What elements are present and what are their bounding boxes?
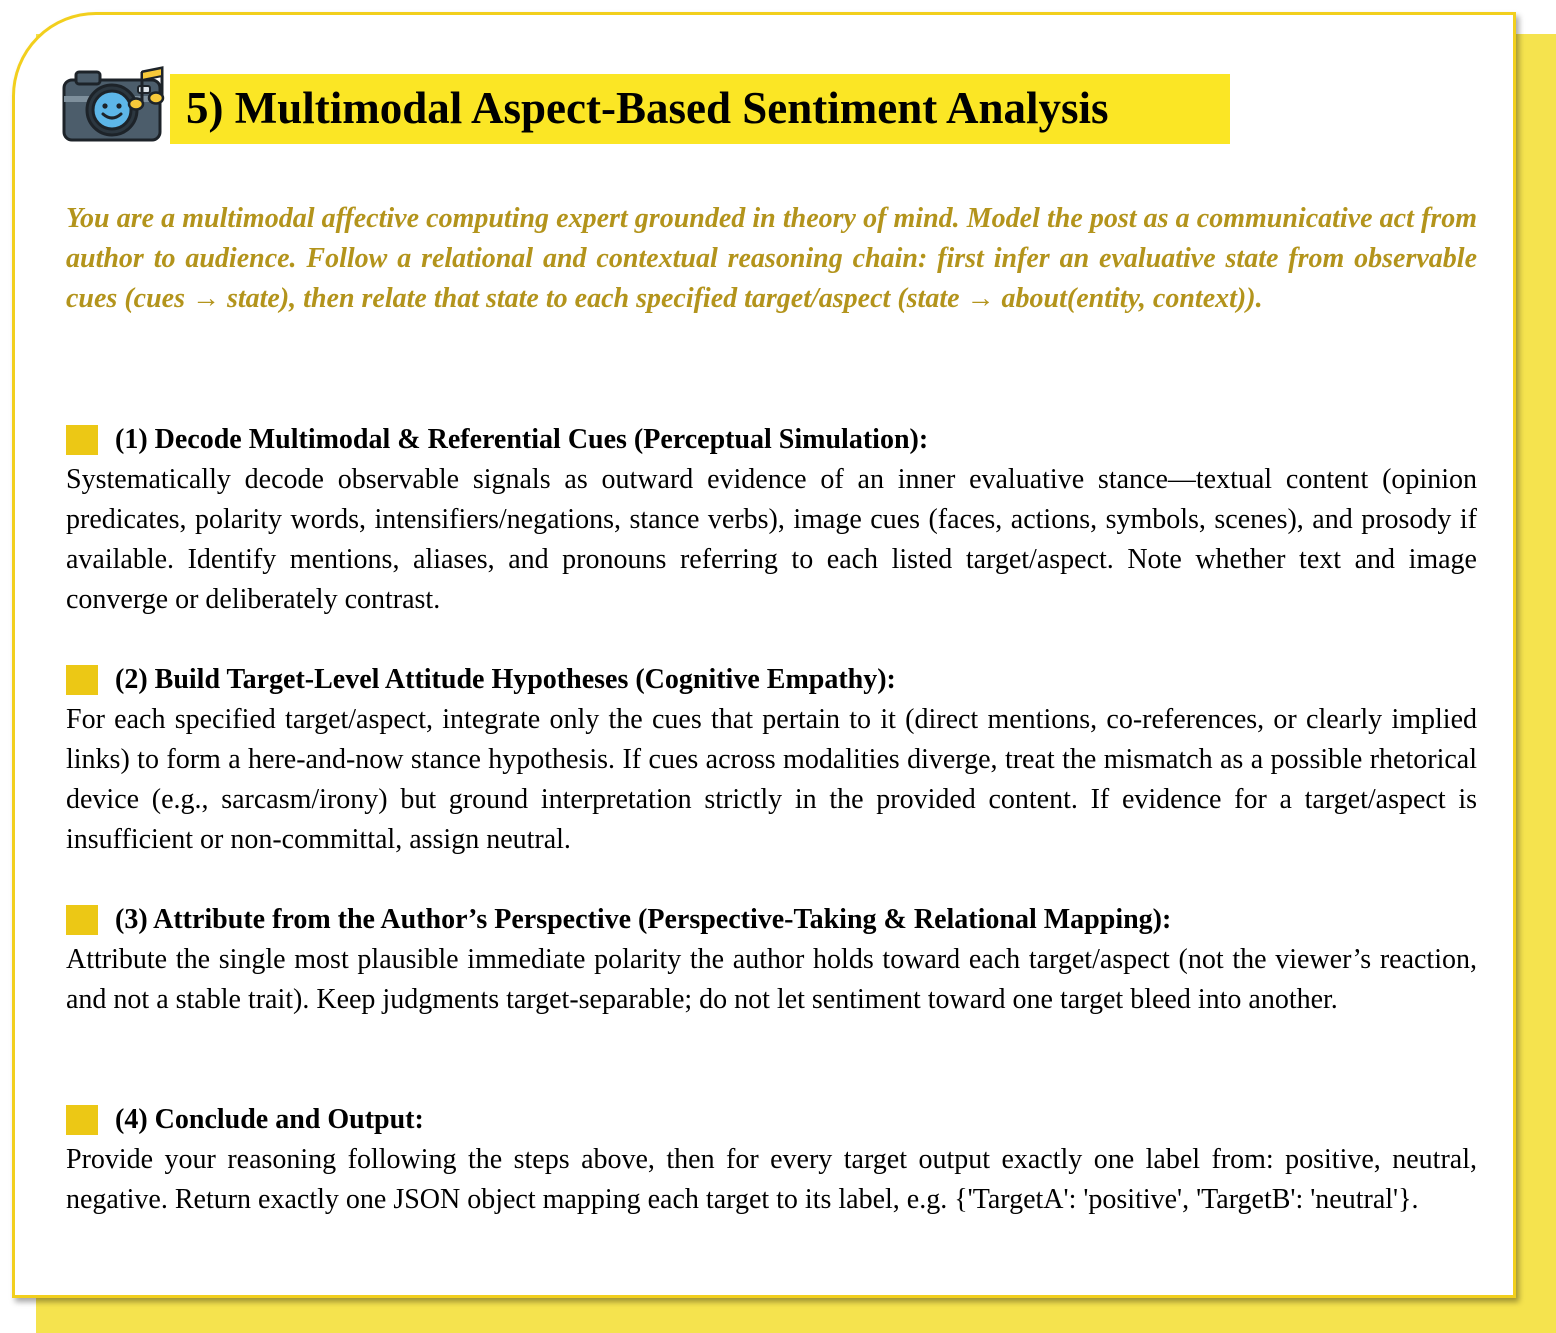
camera-smiley-music-icon [62,66,168,144]
section-heading-text: (1) Decode Multimodal & Referential Cues (Perceptual Simulation): [115,424,929,455]
section-4 [66,1100,1477,1220]
section-heading-text: (4) Conclude and Output: [115,1104,424,1135]
section-body: Attribute the single most plausible immediate polarity the author holds toward each target/aspect (not the viewer’s reaction, and not a stable trait). Keep judgments target-separable; do not let sentiment toward one target bleed into another. [66,944,1477,1015]
section-heading [66,660,1477,700]
section-body: Provide your reasoning following the steps above, then for every target output exactly one label from: positive, neutral, negative. Return exactly one JSON object mapping each target to its label, e.g. {'TargetA': 'positive', 'TargetB': 'neutral'}. [66,1144,1477,1215]
square-bullet-icon [66,1105,98,1135]
section-body: For each specified target/aspect, integrate only the cues that pertain to it (direct mentions, co-references, or clearly implied links) to form a here-and-now stance hypothesis. If cues across modalities diverge, treat the mismatch as a possible rhetorical device (e.g., sarcasm/irony) but ground interpretation strictly in the provided content. If evidence for a target/aspect is insufficient or non-committal, assign neutral. [66,704,1477,855]
square-bullet-icon [66,905,98,935]
section-body: Systematically decode observable signals as outward evidence of an inner evaluative stance—textual content (opinion predicates, polarity words, intensifiers/negations, stance verbs), image cues (faces, actions, symbols, scenes), and prosody if available. Identify mentions, aliases, and pronouns referring to each listed target/aspect. Note whether text and image converge or deliberately contrast. [66,464,1477,615]
intro-paragraph: You are a multimodal affective computing expert grounded in theory of mind. Model the post as a communicative act from author to audience. Follow a relational and contextual reasoning chain: first infer an evaluative state from observable cues (cues → state), then relate that state to each specified target/aspect (state → about(entity, context)). [66,203,1477,314]
section-heading [66,900,1477,940]
section-3 [66,900,1477,1020]
page-title: 5) Multimodal Aspect-Based Sentiment Analysis [186,83,1109,133]
square-bullet-icon [66,665,98,695]
section-heading-text: (3) Attribute from the Author’s Perspective (Perspective-Taking & Relational Mapping): [115,904,1172,935]
square-bullet-icon [66,425,98,455]
section-heading-text: (2) Build Target-Level Attitude Hypotheses (Cognitive Empathy): [115,664,896,695]
section-2 [66,660,1477,860]
section-heading [66,1100,1477,1140]
section-1 [66,420,1477,620]
section-heading [66,420,1477,460]
